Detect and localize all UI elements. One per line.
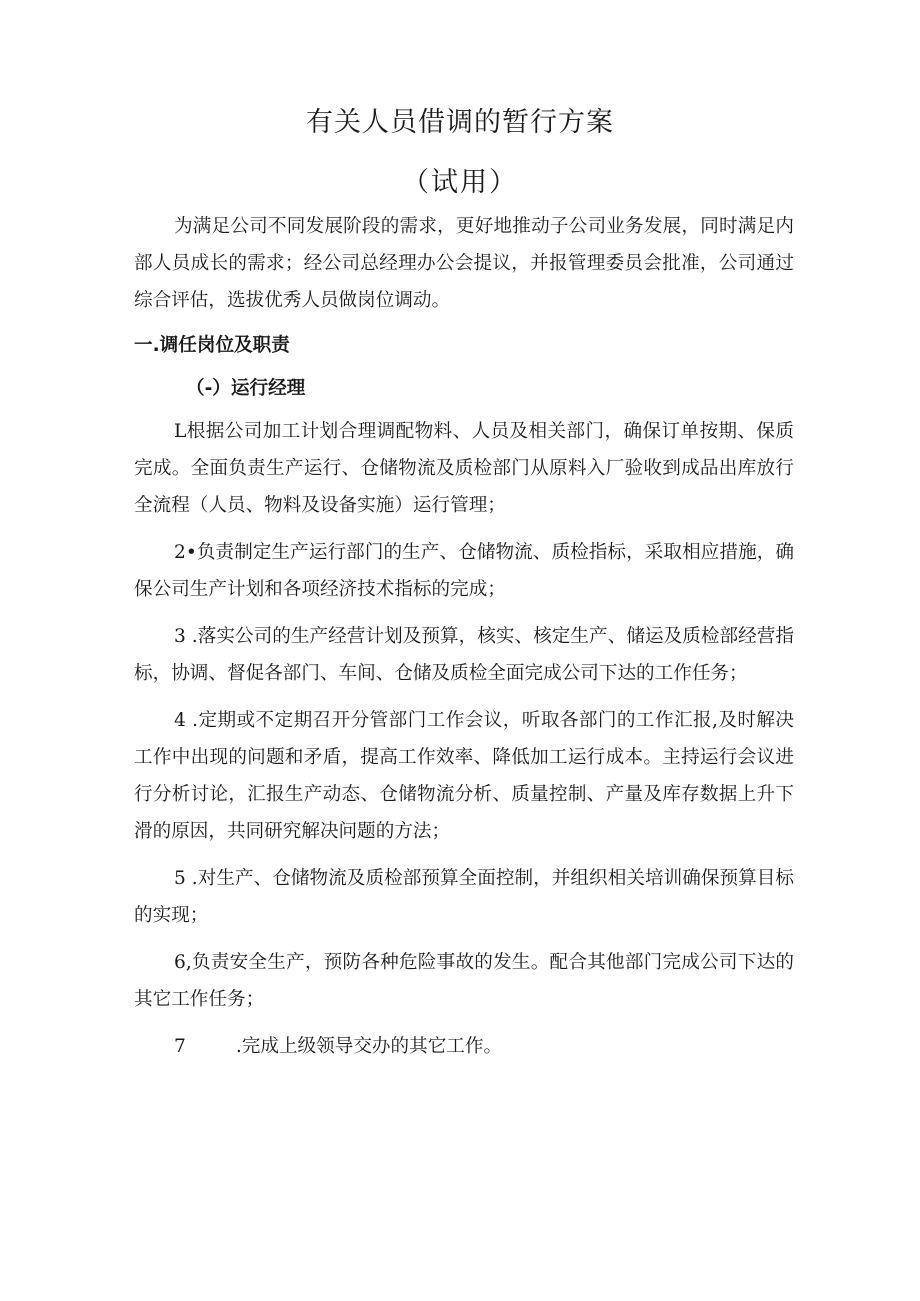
- list-item: 3 .落实公司的生产经营计划及预算，核实、核定生产、储运及质检部经营指标，协调、督促各部门、车间、仓储及质检全面完成公司下达的工作任务；: [134, 626, 794, 684]
- document-title: 有关人员借调的暂行方案: [306, 107, 614, 138]
- list-item: 4 .定期或不定期召开分管部门工作会议，听取各部门的工作汇报,及时解决工作中出现的问题和矛盾，提高工作效率、降低加工运行成本。主持运行会议进行分析讨论，汇报生产动态、仓储物流分析、质量控制、产量及库存数据上升下滑的原因，共同研究解决问题的方法；: [134, 710, 794, 842]
- item-text: .完成上级领导交办的其它工作。: [235, 1036, 503, 1057]
- document-subtitle: （试用）: [402, 167, 518, 198]
- list-item: 2•负责制定生产运行部门的生产、仓储物流、质检指标，采取相应措施，确保公司生产计划和各项经济技术指标的完成；: [134, 542, 794, 600]
- subsection-heading: （-）运行经理: [186, 378, 306, 399]
- list-item: L根据公司加工计划合理调配物料、人员及相关部门，确保订单按期、保质完成。全面负责生产运行、仓储物流及质检部门从原料入厂验收到成品出库放行全流程（人员、物料及设备实施）运行管理；: [134, 421, 794, 516]
- section-heading: 一.调任岗位及职责: [134, 335, 290, 356]
- intro-paragraph: 为满足公司不同发展阶段的需求，更好地推动子公司业务发展，同时满足内部人员成长的需求；经公司总经理办公会提议，并报管理委员会批准，公司通过综合评估，选拔优秀人员做岗位调动。: [134, 216, 794, 311]
- document-body: [134, 208, 794, 1075]
- item-number: 7: [174, 1036, 186, 1057]
- list-item: 5 .对生产、仓储物流及质检部预算全面控制，并组织相关培训确保预算目标的实现；: [134, 868, 794, 926]
- list-item-7: [134, 1028, 794, 1065]
- list-item: 6,负责安全生产，预防各种危险事故的发生。配合其他部门完成公司下达的其它工作任务；: [134, 952, 794, 1010]
